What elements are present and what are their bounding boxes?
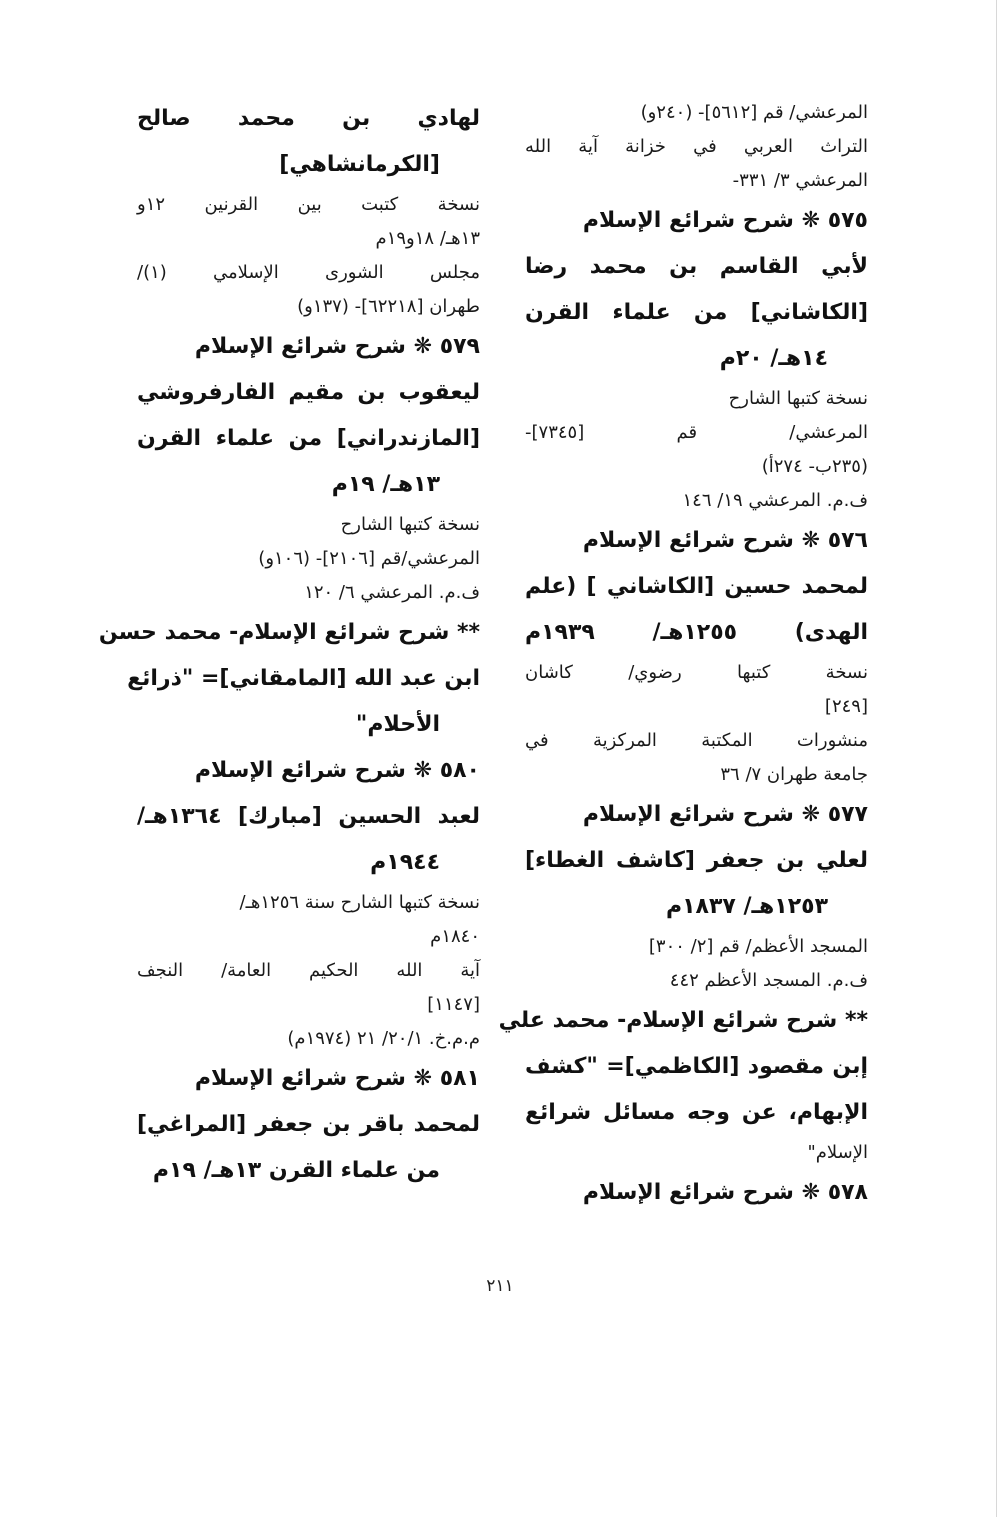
entry-heading: ٥٨٠ ❋ شرح شرائع الإسلام xyxy=(194,758,480,783)
entry-author: ١٣هـ/ ١٩م xyxy=(331,472,440,497)
entry-source: جامعة طهران ٧/ ٣٦ xyxy=(720,764,868,785)
entry-source: ١٣هـ/ ١٨و١٩م xyxy=(375,228,480,249)
entry-source: مجلس الشورى الإسلامي (١)/ xyxy=(137,262,480,283)
entry-heading: ٥٧٨ ❋ شرح شرائع الإسلام xyxy=(582,1180,868,1205)
entry-author: [الكرمانشاهي] xyxy=(279,152,440,177)
entry-heading: ٥٧٧ ❋ شرح شرائع الإسلام xyxy=(582,802,868,827)
page-number: ٢١١ xyxy=(486,1276,514,1296)
entry-source: المرعشي ٣/ ٣٣١- xyxy=(732,170,868,191)
right-column xyxy=(498,96,868,1216)
entry-heading: ٥٧٥ ❋ شرح شرائع الإسلام xyxy=(582,208,868,233)
scan-edge-line xyxy=(996,0,997,1517)
entry-author: لمحمد حسين [الكاشاني ] (علم xyxy=(525,574,868,599)
entry-source: طهران [٦٢٢١٨]- (١٣٧و) xyxy=(297,296,480,317)
entry-author: من علماء القرن ١٣هـ/ ١٩م xyxy=(152,1158,440,1183)
entry-source: المسجد الأعظم/ قم [٢/ ٣٠٠] xyxy=(648,936,868,957)
entry-author: ١٢٥٣هـ/ ١٨٣٧م xyxy=(665,894,828,919)
entry-source: منشورات المكتبة المركزية في xyxy=(525,730,868,751)
entry-source: ف.م. المرعشي ٦/ ١٢٠ xyxy=(304,582,480,603)
entry-source: نسخة كتبها الشارح xyxy=(728,388,868,409)
entry-source: آية الله الحكيم العامة/ النجف xyxy=(137,960,480,981)
entry-source: (٢٣٥ب- ٢٧٤أ) xyxy=(761,456,868,477)
entry-source: [٢٤٩] xyxy=(824,696,868,717)
entry-source: نسخة كتبها الشارح xyxy=(340,514,480,535)
entry-source: المرعشي/قم [٢١٠٦]- (١٠٦و) xyxy=(258,548,480,569)
entry-author: ١٤هـ/ ٢٠م xyxy=(719,346,828,371)
entry-author: لمحمد باقر بن جعفر [المراغي] xyxy=(137,1112,480,1137)
entry-source: المرعشي/ قم [٧٣٤٥]- xyxy=(525,422,868,443)
entry-author: ليعقوب بن مقيم الفارفروشي xyxy=(137,380,480,405)
entry-author: [الكاشاني] من علماء القرن xyxy=(525,300,868,325)
entry-source: نسخة كتبها رضوي/ كاشان xyxy=(525,662,868,683)
left-column xyxy=(98,96,480,1194)
entry-source: التراث العربي في خزانة آية الله xyxy=(525,136,868,157)
entry-source: ١٨٤٠م xyxy=(430,926,480,947)
entry-author: إبن مقصود [الكاظمي]= "كشف xyxy=(525,1054,868,1079)
entry-author: لعلي بن جعفر [كاشف الغطاء] xyxy=(525,848,868,873)
entry-author: [المازندراني] من علماء القرن xyxy=(137,426,480,451)
entry-author: لهادي بن محمد صالح xyxy=(137,106,480,131)
entry-author: لأبي القاسم بن محمد رضا xyxy=(525,254,868,279)
entry-author: الهدى) ١٢٥٥هـ/ ١٩٣٩م xyxy=(525,620,868,645)
entry-author: الأحلام" xyxy=(355,712,440,737)
entry-heading: ** شرح شرائع الإسلام- محمد حسن xyxy=(98,620,480,645)
entry-source: ف.م. المرعشي ١٩/ ١٤٦ xyxy=(682,490,868,511)
entry-heading: ** شرح شرائع الإسلام- محمد علي xyxy=(498,1008,868,1033)
entry-heading: ٥٧٩ ❋ شرح شرائع الإسلام xyxy=(194,334,480,359)
entry-source: م.م.خ. ٢٠/١/ ٢١ (١٩٧٤م) xyxy=(287,1028,480,1049)
entry-source: [١١٤٧] xyxy=(427,994,480,1015)
entry-source: نسخة كتبت بين القرنين ١٢و xyxy=(137,194,480,215)
entry-author: ١٩٤٤م xyxy=(370,850,440,875)
entry-author: ابن عبد الله [المامقاني]= "ذرائع xyxy=(127,666,480,691)
entry-heading: ٥٧٦ ❋ شرح شرائع الإسلام xyxy=(582,528,868,553)
entry-source: ف.م. المسجد الأعظم ٤٤٢ xyxy=(669,970,868,991)
entry-author: الإبهام، عن وجه مسائل شرائع xyxy=(525,1100,868,1125)
entry-source: الإسلام" xyxy=(807,1142,868,1163)
entry-source: المرعشي/ قم [٥٦١٢]- (٢٤٠و) xyxy=(640,102,868,123)
entry-heading: ٥٨١ ❋ شرح شرائع الإسلام xyxy=(194,1066,480,1091)
entry-author: لعبد الحسين [مبارك] ١٣٦٤هـ/ xyxy=(137,804,480,829)
entry-source: نسخة كتبها الشارح سنة ١٢٥٦هـ/ xyxy=(239,892,480,913)
